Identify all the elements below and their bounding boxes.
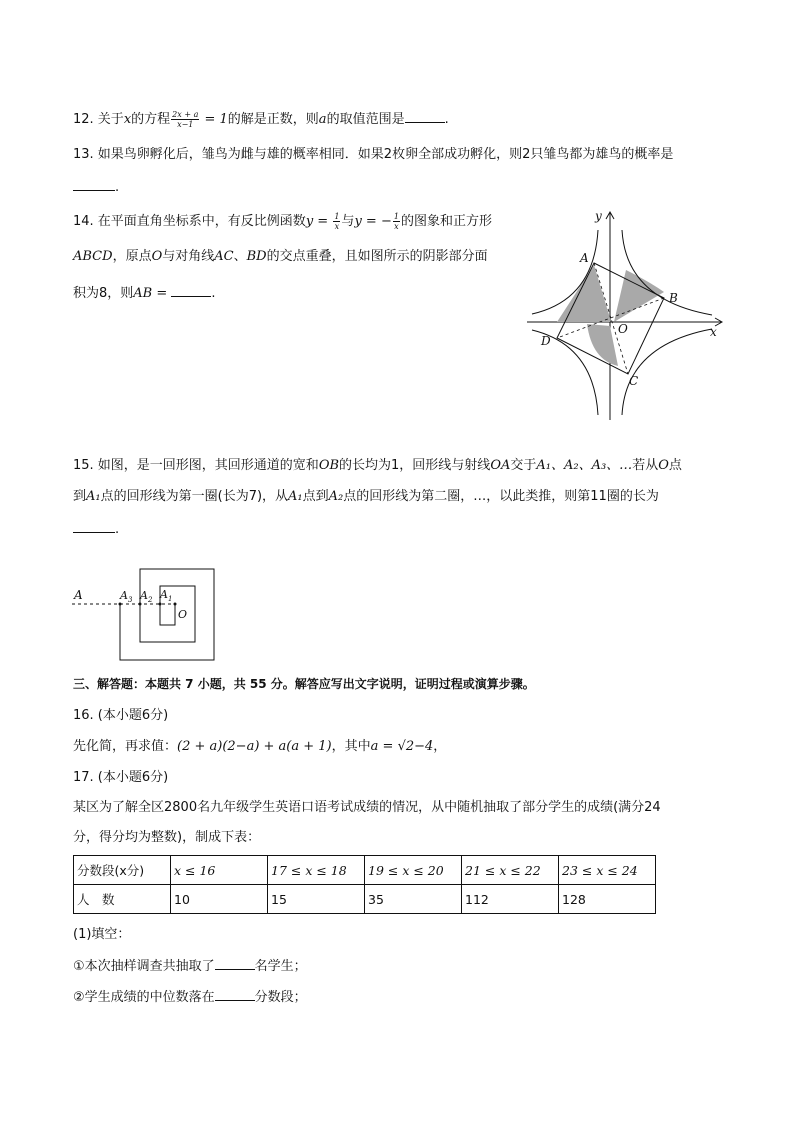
point-a2: [139, 603, 142, 606]
label-a: A: [74, 588, 83, 602]
q15-answer-blank[interactable]: [73, 518, 115, 533]
label-o: O: [178, 608, 188, 621]
table-cell: 23 ≤ x ≤ 24: [559, 856, 656, 885]
spiral-line: [120, 569, 214, 660]
question-17-line1: 某区为了解全区2800名九年级学生英语口语考试成绩的情况，从中随机抽取了部分学生的成绩(满分24: [73, 800, 661, 815]
shaded-region-bottom: [587, 324, 618, 366]
q14-frac-1: $\frac{1}{x}$: [334, 212, 340, 231]
point-a1: [159, 603, 162, 606]
question-12: 12. 关于x的方程 $\frac{2x + a}{x-1}$ = 1的解是正数，则a的取值范围是 .: [73, 110, 449, 129]
hyperbola-q4: [622, 329, 712, 415]
table-cell: 128: [559, 885, 656, 914]
q12-answer-blank[interactable]: [405, 108, 445, 123]
label-a3: $A_3$: [120, 589, 133, 604]
question-15-answer: .: [73, 518, 119, 540]
axis-x-label: x: [710, 325, 717, 339]
table-cell: 35: [365, 885, 462, 914]
question-17-fill-title: (1)填空：: [73, 927, 131, 942]
table-cell: 分数段(x分): [74, 856, 171, 885]
q14-frac-2: $\frac{1}{x}$: [393, 212, 399, 231]
score-table: [73, 855, 656, 914]
question-13: 13. 如果鸟卵孵化后，雏鸟为雌与雄的概率相同．如果2枚卵全部成功孵化，则2只雏鸟都为雄鸟的概率是: [73, 147, 674, 162]
q13-answer-blank[interactable]: [73, 176, 115, 191]
label-c: C: [629, 374, 639, 388]
q17-item2-blank[interactable]: [215, 986, 255, 1001]
table-cell: 10: [171, 885, 268, 914]
question-16-header: 16. (本小题6分): [73, 708, 169, 723]
question-17-item2: ②学生成绩的中位数落在 分数段；: [73, 986, 307, 1008]
label-a: A: [580, 251, 589, 265]
section-3-heading: 三、解答题：本题共 7 小题，共 55 分。解答应写出文字说明，证明过程或演算步骤。: [73, 677, 535, 691]
axis-y-label: y: [595, 209, 602, 223]
q14-figure: [522, 200, 737, 425]
table-cell: 112: [462, 885, 559, 914]
table-cell: 人 数: [74, 885, 171, 914]
table-cell: 19 ≤ x ≤ 20: [365, 856, 462, 885]
question-17-line2: 分，得分均为整数)，制成下表：: [73, 830, 261, 845]
label-a1: $A_1$: [160, 588, 173, 603]
table-cell: 21 ≤ x ≤ 22: [462, 856, 559, 885]
question-17-item1: ①本次抽样调查共抽取了 名学生；: [73, 955, 307, 977]
label-b: B: [669, 291, 678, 305]
table-cell: 15: [268, 885, 365, 914]
question-13-answer: .: [73, 176, 119, 198]
question-16-body: 先化简，再求值：(2 + a)(2−a) + a(a + 1)，其中a = √2−4，: [73, 739, 447, 754]
q17-item1-blank[interactable]: [215, 955, 255, 970]
table-row: [74, 885, 656, 914]
q14-answer-blank[interactable]: [171, 282, 211, 297]
question-15-line2: 到A₁点的回形线为第一圈(长为7)，从A₁点到A₂点的回形线为第二圈，…，以此类推，则第11圈的长为: [73, 489, 659, 504]
shaded-region-left: [557, 265, 610, 322]
question-14-line2: ABCD，原点O与对角线AC、BD的交点重叠，且如图所示的阴影部分面: [73, 249, 488, 264]
q12-fraction: $\frac{2x + a}{x-1}$: [172, 110, 199, 129]
table-cell: x ≤ 16: [171, 856, 268, 885]
question-17-header: 17. (本小题6分): [73, 770, 169, 785]
label-d: D: [541, 334, 551, 348]
question-14-line1: 14. 在平面直角坐标系中，有反比例函数y = $\frac{1}{x}$ 与y = − $\frac{1}{x}$ 的图象和正方形: [73, 212, 492, 231]
label-o: O: [618, 322, 628, 336]
question-15-line1: 15. 如图，是一回形图，其回形通道的宽和OB的长均为1，回形线与射线OA交于A₁、A₂、A₃、…若从O点: [73, 458, 682, 473]
point-o: [174, 603, 177, 606]
q15-figure: [70, 545, 245, 665]
table-header-row: [74, 856, 656, 885]
question-14-line3: 积为8，则AB = .: [73, 282, 216, 304]
table-cell: 17 ≤ x ≤ 18: [268, 856, 365, 885]
label-a2: $A_2$: [140, 589, 153, 604]
point-a3: [119, 603, 122, 606]
